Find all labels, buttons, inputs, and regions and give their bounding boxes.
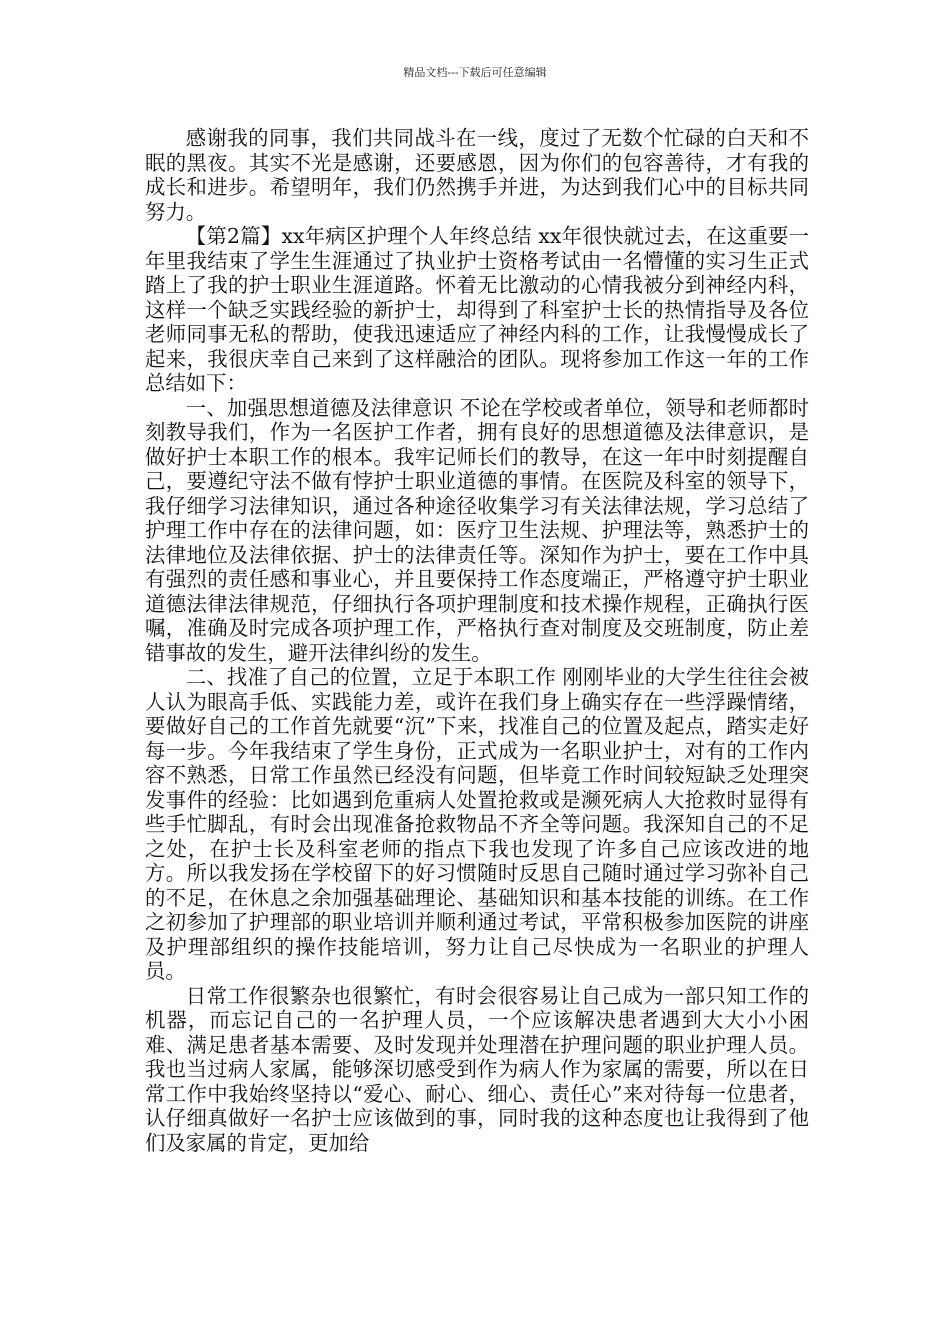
paragraph-section-2: 二、找准了自己的位置，立足于本职工作 刚刚毕业的大学生往往会被人认为眼高手低、实践能力差，或许在我们身上确实存在一些浮躁情绪，要做好自己的工作首先就要“沉”下来，找准自己的位置及起点，踏实走好每一步。今年我结束了学生身份，正式成为一名职业护士，对有的工作内容不熟悉，日常工作虽然已经没有问题，但毕竟工作时间较短缺乏处理突发事件的经验：比如遇到危重病人处置抢救或是濒死病人大抢救时显得有些手忙脚乱，有时会出现准备抢救物品不齐全等问题。我深知自己的不足之处，在护士长及科室老师的指点下我也发现了许多自己应该改进的地方。所以我发扬在学校留下的好习惯随时反思自己随时通过学习弥补自己的不足，在休息之余加强基础理论、基础知识和基本技能的训练。在工作之初参加了护理部的职业培训并顺利通过考试，平常积极参加医院的讲座及护理部组织的操作技能培训，努力让自己尽快成为一名职业的护理人员。 <box>145 665 809 983</box>
paragraph-daily-work: 日常工作很繁杂也很繁忙，有时会很容易让自己成为一部只知工作的机器，而忘记自己的一名护理人员，一个应该解决患者遇到大大小小困难、满足患者基本需要、及时发现并处理潜在护理问题的职业护理人员。我也当过病人家属，能够深切感受到作为病人作为家属的需要，所以在日常工作中我始终坚持以“爱心、耐心、细心、责任心”来对待每一位患者，认仔细真做好一名护士应该做到的事，同时我的这种态度也让我得到了他们及家属的肯定，更加给 <box>145 983 809 1155</box>
paragraph-article-2-intro: 【第2篇】xx年病区护理个人年终总结 xx年很快就过去，在这重要一年里我结束了学生生涯通过了执业护士资格考试由一名懵懂的实习生正式踏上了我的护士职业生涯道路。怀着无比激动的心情我被分到神经内科，这样一个缺乏实践经验的新护士，却得到了科室护士长的热情指导及各位老师同事无私的帮助，使我迅速适应了神经内科的工作，让我慢慢成长了起来，我很庆幸自己来到了这样融洽的团队。现将参加工作这一年的工作总结如下： <box>145 224 809 395</box>
page-header: 精品文档---下载后可任意编辑 <box>403 66 547 79</box>
document-body <box>145 126 809 1155</box>
paragraph-thanks: 感谢我的同事，我们共同战斗在一线，度过了无数个忙碌的白天和不眠的黑夜。其实不光是感谢，还要感恩，因为你们的包容善待，才有我的成长和进步。希望明年，我们仍然携手并进，为达到我们心中的目标共同努力。 <box>145 126 809 224</box>
paragraph-section-1: 一、加强思想道德及法律意识 不论在学校或者单位，领导和老师都时刻教导我们，作为一名医护工作者，拥有良好的思想道德及法律意识，是做好护士本职工作的根本。我牢记师长们的教导，在这一年中时刻提醒自己，要遵纪守法不做有悖护士职业道德的事情。在医院及科室的领导下，我仔细学习法律知识，通过各种途径收集学习有关法律法规，学习总结了护理工作中存在的法律问题，如：医疗卫生法规、护理法等，熟悉护士的法律地位及法律依据、护士的法律责任等。深知作为护士，要在工作中具有强烈的责任感和事业心，并且要保持工作态度端正，严格遵守护士职业道德法律法律规范，仔细执行各项护理制度和技术操作规程，正确执行医嘱，准确及时完成各项护理工作，严格执行查对制度及交班制度，防止差错事故的发生，避开法律纠纷的发生。 <box>145 395 809 665</box>
